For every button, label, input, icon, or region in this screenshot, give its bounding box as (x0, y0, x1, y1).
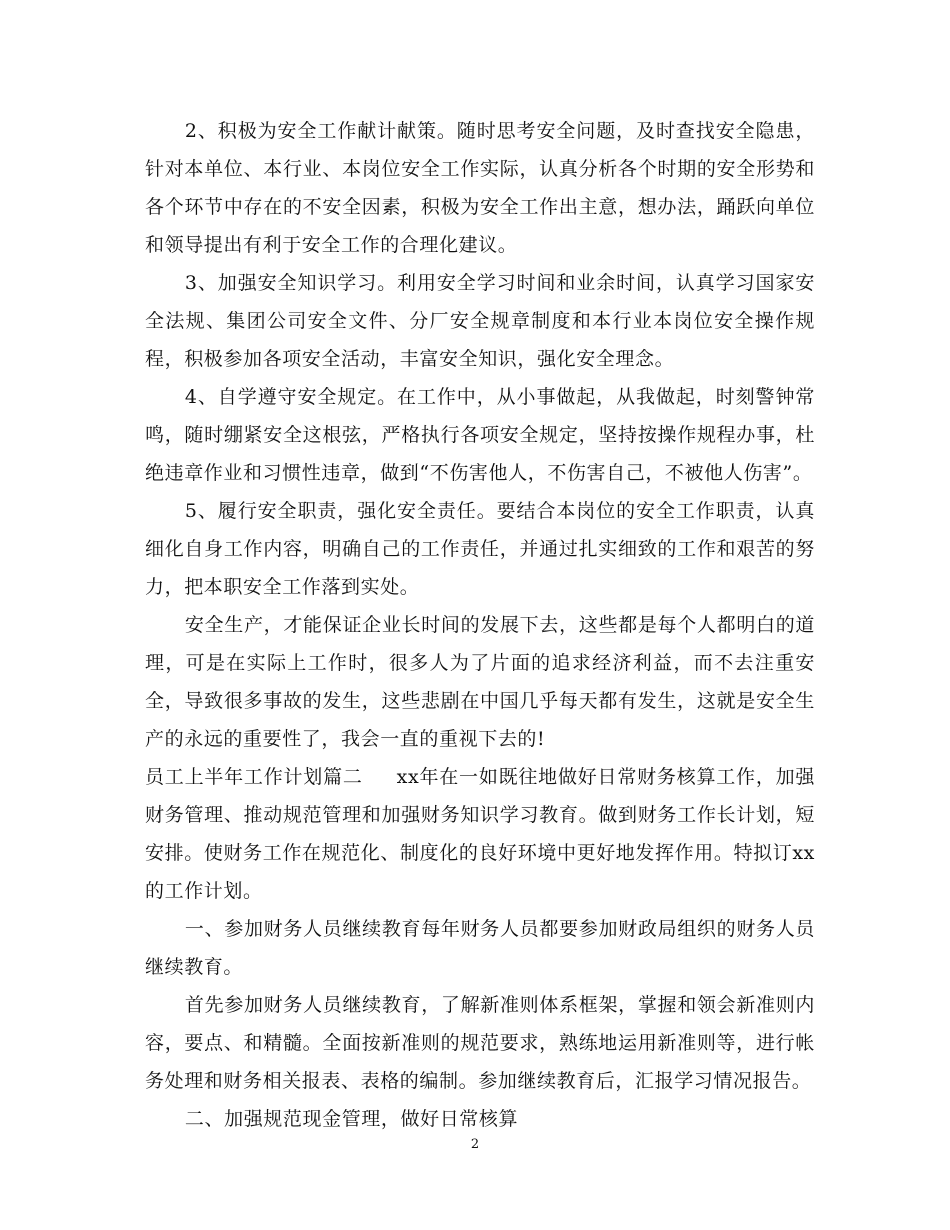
document-body (145, 112, 815, 1138)
section-two-block (145, 758, 815, 910)
section-heading: 员工上半年工作计划篇二 (145, 766, 363, 788)
paragraph-safety-rules: 4、自学遵守安全规定。在工作中，从小事做起，从我做起，时刻警钟常鸣，随时绷紧安全这根弦，严格执行各项安全规定，坚持按操作规程办事，杜绝违章作业和习惯性违章，做到“不伤害他人，不伤害自己，不被他人伤害”。 (145, 386, 815, 484)
paragraph-safety-advice: 2、积极为安全工作献计献策。随时思考安全问题，及时查找安全隐患，针对本单位、本行业、本岗位安全工作实际，认真分析各个时期的安全形势和各个环节中存在的不安全因素，积极为安全工作出主意，想办法，踊跃向单位和领导提出有利于安全工作的合理化建议。 (145, 120, 815, 256)
paragraph-cash-management: 二、加强规范现金管理，做好日常核算 (184, 1108, 519, 1130)
paragraph-continuing-education: 一、参加财务人员继续教育每年财务人员都要参加财政局组织的财务人员继续教育。 (145, 918, 815, 978)
paragraph-new-standards: 首先参加财务人员继续教育，了解新准则体系框架，掌握和领会新准则内容，要点、和精髓。全面按新准则的规范要求，熟练地运用新准则等，进行帐务处理和财务相关报表、表格的编制。参加继续教育后，汇报学习情况报告。 (145, 994, 815, 1092)
page-number: 2 (470, 1137, 480, 1152)
section-intro: xx年在一如既往地做好日常财务核算工作，加强财务管理、推动规范管理和加强财务知识学习教育。做到财务工作长计划，短安排。使财务工作在规范化、制度化的良好环境中更好地发挥作用。特拟订xx的工作计划。 (145, 766, 815, 902)
paragraph-safety-study: 3、加强安全知识学习。利用安全学习时间和业余时间，认真学习国家安全法规、集团公司安全文件、分厂安全规章制度和本行业本岗位安全操作规程，积极参加各项安全活动，丰富安全知识，强化安全理念。 (145, 272, 815, 370)
paragraph-safety-conclusion: 安全生产，才能保证企业长时间的发展下去，这些都是每个人都明白的道理，可是在实际上工作时，很多人为了片面的追求经济利益，而不去注重安全，导致很多事故的发生，这些悲剧在中国几乎每天都有发生，这就是安全生产的永远的重要性了，我会一直的重视下去的! (145, 614, 815, 750)
paragraph-safety-duty: 5、履行安全职责，强化安全责任。要结合本岗位的安全工作职责，认真细化自身工作内容，明确自己的工作责任，并通过扎实细致的工作和艰苦的努力，把本职安全工作落到实处。 (145, 500, 815, 598)
